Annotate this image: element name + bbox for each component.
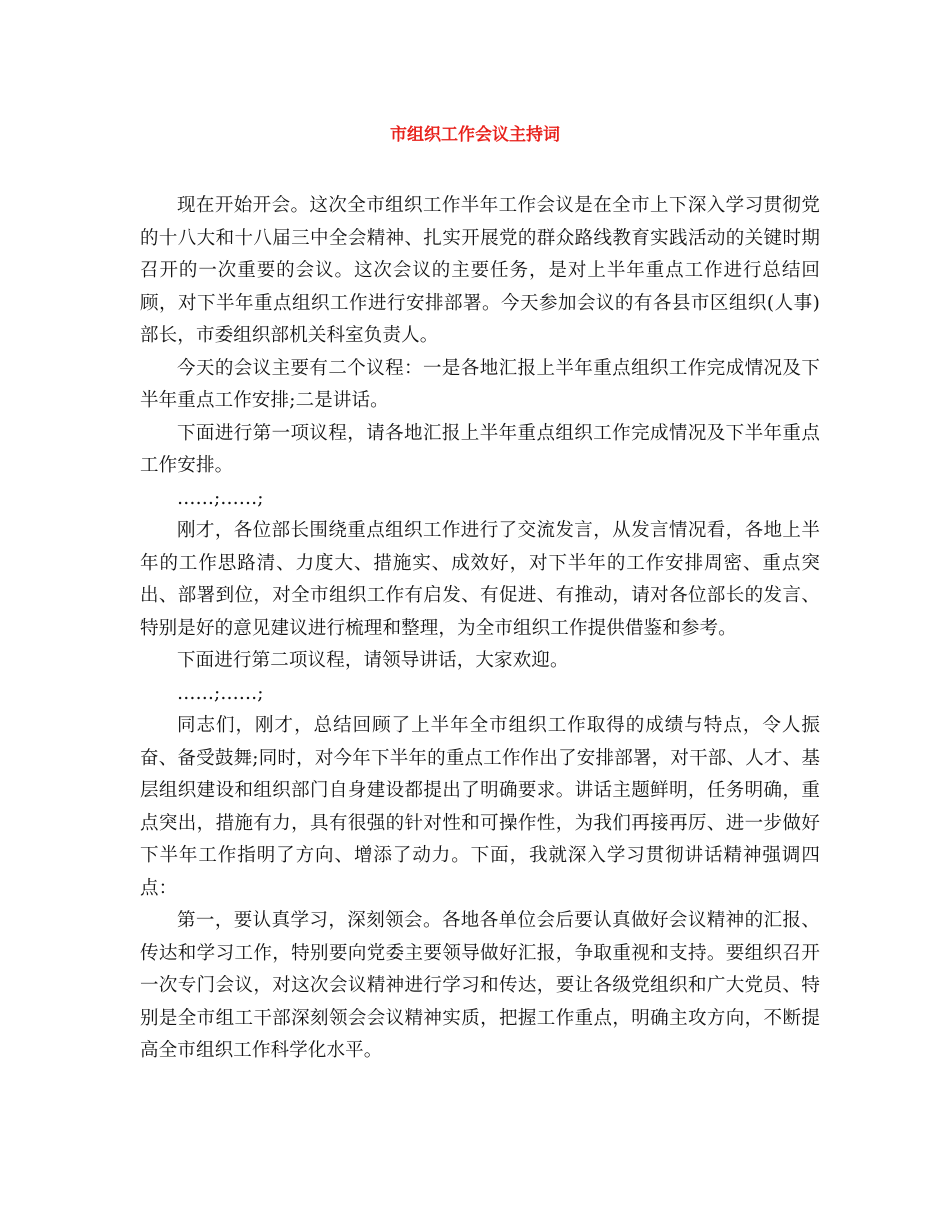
paragraph-point-one: 第一，要认真学习，深刻领会。各地各单位会后要认真做好会议精神的汇报、传达和学习工作，特别要向党委主要领导做好汇报，争取重视和支持。要组织召开一次专门会议，对这次会议精神进行学习和传达，要让各级党组织和广大党员、特别是全市组工干部深刻领会会议精神实质，把握工作重点，明确主攻方向，不断提高全市组织工作科学化水平。 [140,910,820,1061]
paragraph-second-agenda-item: 下面进行第二项议程，请领导讲话，大家欢迎。 [177,650,569,671]
document-body [140,190,820,1068]
ellipsis-separator: ……;……; [177,487,264,509]
paragraph-opening: 现在开始开会。这次全市组织工作半年工作会议是在全市上下深入学习贯彻党的十八大和十八届三中全会精神、扎实开展党的群众路线教育实践活动的关键时期召开的一次重要的会议。这次会议的主要任务，是对上半年重点工作进行总结回顾，对下半年重点组织工作进行安排部署。今天参加会议的有各县市区组织(人事)部长，市委组织部机关科室负责人。 [140,195,820,346]
paragraph-agenda: 今天的会议主要有二个议程：一是各地汇报上半年重点组织工作完成情况及下半年重点工作安排;二是讲话。 [140,357,820,411]
paragraph-closing-remarks: 同志们，刚才，总结回顾了上半年全市组织工作取得的成绩与特点，令人振奋、备受鼓舞;同时，对今年下半年的重点工作作出了安排部署，对干部、人才、基层组织建设和组织部门自身建设都提出了明确要求。讲话主题鲜明，任务明确，重点突出，措施有力，具有很强的针对性和可操作性，为我们再接再厉、进一步做好下半年工作指明了方向、增添了动力。下面，我就深入学习贯彻讲话精神强调四点： [140,715,820,899]
paragraph-first-agenda-item: 下面进行第一项议程，请各地汇报上半年重点组织工作完成情况及下半年重点工作安排。 [140,422,820,476]
ellipsis-separator: ……;……; [177,682,264,704]
paragraph-summary-of-reports: 刚才，各位部长围绕重点组织工作进行了交流发言，从发言情况看，各地上半年的工作思路清、力度大、措施实、成效好，对下半年的工作安排周密、重点突出、部署到位，对全市组织工作有启发、有促进、有推动，请对各位部长的发言、特别是好的意见建议进行梳理和整理，为全市组织工作提供借鉴和参考。 [140,520,820,639]
document-title: 市组织工作会议主持词 [390,125,560,145]
